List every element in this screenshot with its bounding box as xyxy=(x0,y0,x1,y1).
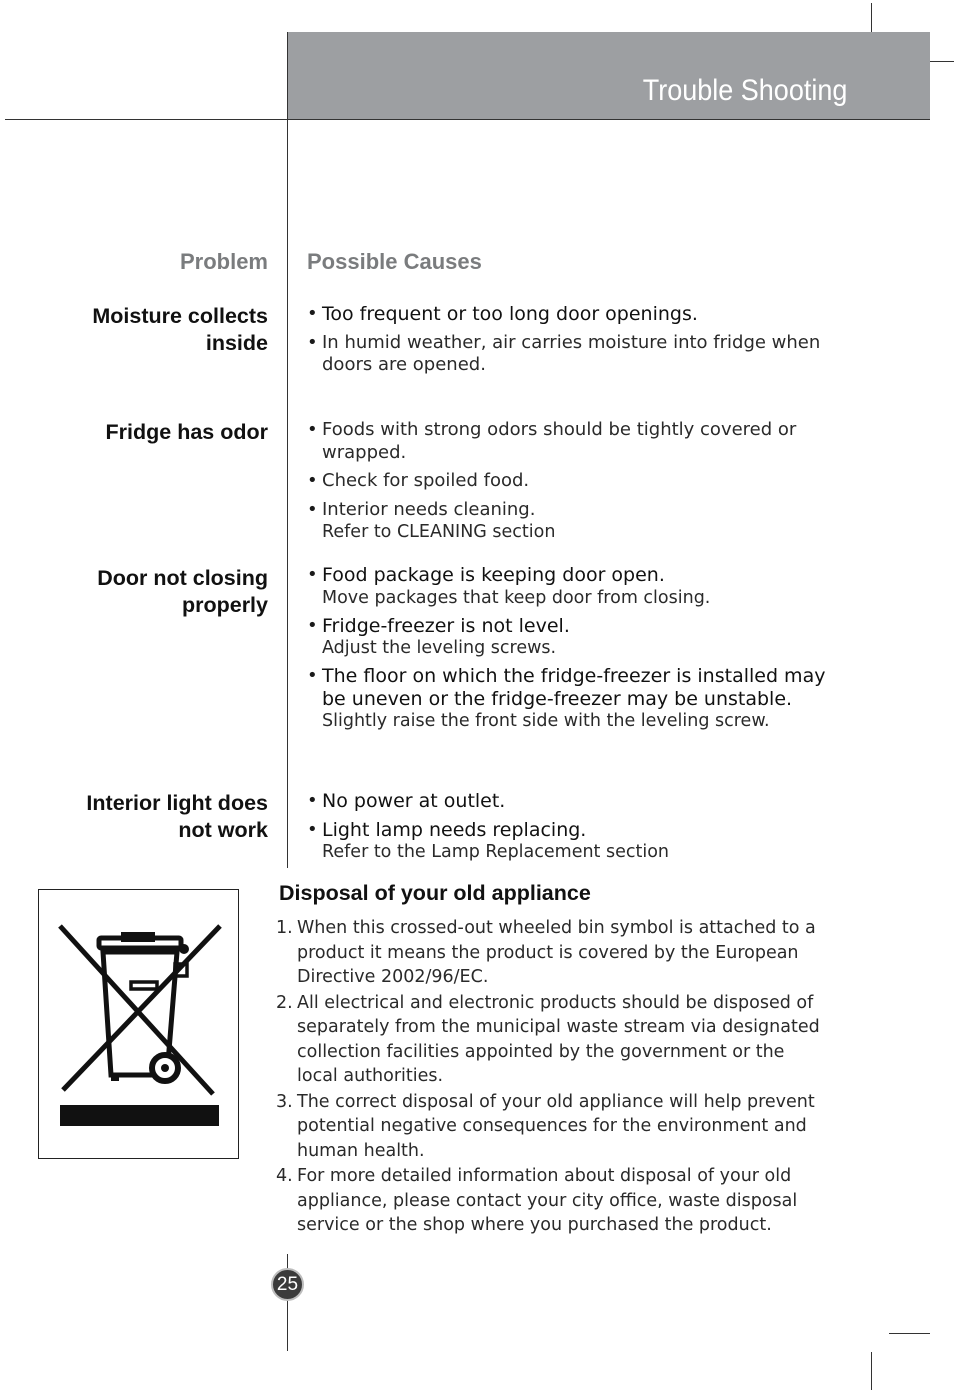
cause-item: • Light lamp needs replacing. Refer to the Lamp Replacement section xyxy=(307,818,670,862)
bullet: • xyxy=(307,818,318,840)
cause-item: • In humid weather, air carries moisture into fridge when doors are opened. xyxy=(307,331,821,375)
bullet: • xyxy=(307,665,318,686)
bullet: • xyxy=(307,564,318,585)
bullet: • xyxy=(307,614,318,636)
cause-item: • Food package is keeping door open. Move packages that keep door from closing. xyxy=(307,564,711,608)
disposal-item: 3. The correct disposal of your old appliance will help prevent potential negative consequences for the environment and human health. xyxy=(276,1091,815,1161)
cause-item: • Too frequent or too long door openings. xyxy=(307,303,698,325)
bullet: • xyxy=(307,470,318,491)
cause-item: • No power at outlet. xyxy=(307,790,506,812)
page-title: Trouble Shooting xyxy=(642,74,847,107)
crop-mark-bottom-right xyxy=(889,1333,930,1334)
problem-label: Door not closing properly xyxy=(97,566,268,617)
bullet: • xyxy=(307,498,318,520)
cause-item: • Fridge-freezer is not level. Adjust the leveling screws. xyxy=(307,614,570,658)
problem-column-heading: Problem xyxy=(179,249,268,274)
weee-symbol-box xyxy=(38,889,239,1159)
column-divider xyxy=(287,32,288,868)
problem-label: Moisture collects inside xyxy=(92,304,268,355)
page-number: 25 xyxy=(271,1268,304,1301)
causes-list xyxy=(307,419,827,549)
disposal-title: Disposal of your old appliance xyxy=(279,881,591,905)
bullet: • xyxy=(307,790,318,811)
crossed-out-wheeled-bin-icon xyxy=(39,890,237,1157)
bullet: • xyxy=(307,419,318,440)
bullet: • xyxy=(307,331,318,353)
cause-item: • Check for spoiled food. xyxy=(307,470,530,491)
bullet: • xyxy=(307,303,318,324)
cause-item: • Foods with strong odors should be tightly covered or wrapped. xyxy=(307,419,797,463)
disposal-item: 1. When this crossed-out wheeled bin symbol is attached to a product it means the product is covered by the European Directive 2002/96/EC. xyxy=(276,918,816,987)
problem-label: Fridge has odor xyxy=(105,420,268,444)
causes-column-heading: Possible Causes xyxy=(307,249,482,274)
cause-item: • The floor on which the fridge-freezer is installed may be uneven or the fridge-freezer may be unstable. Slightly raise the front side with the leveling screw. xyxy=(307,665,826,731)
causes-list xyxy=(307,303,827,383)
problem-label: Interior light does not work xyxy=(86,791,268,842)
disposal-item: 2. All electrical and electronic products should be disposed of separately from the municipal waste stream via designated collection facilities appointed by the government or the local authorities. xyxy=(276,992,820,1086)
disposal-list xyxy=(276,916,821,1239)
crop-mark-bottom xyxy=(871,1352,872,1390)
causes-list xyxy=(307,564,827,738)
causes-list xyxy=(307,790,827,869)
top-rule xyxy=(5,119,930,120)
cause-item: • Interior needs cleaning. Refer to CLEANING section xyxy=(307,498,556,542)
disposal-item: 4. For more detailed information about disposal of your old appliance, please contact your city office, waste disposal service or the shop where you purchased the product. xyxy=(276,1166,798,1235)
crop-mark-top xyxy=(871,3,872,32)
